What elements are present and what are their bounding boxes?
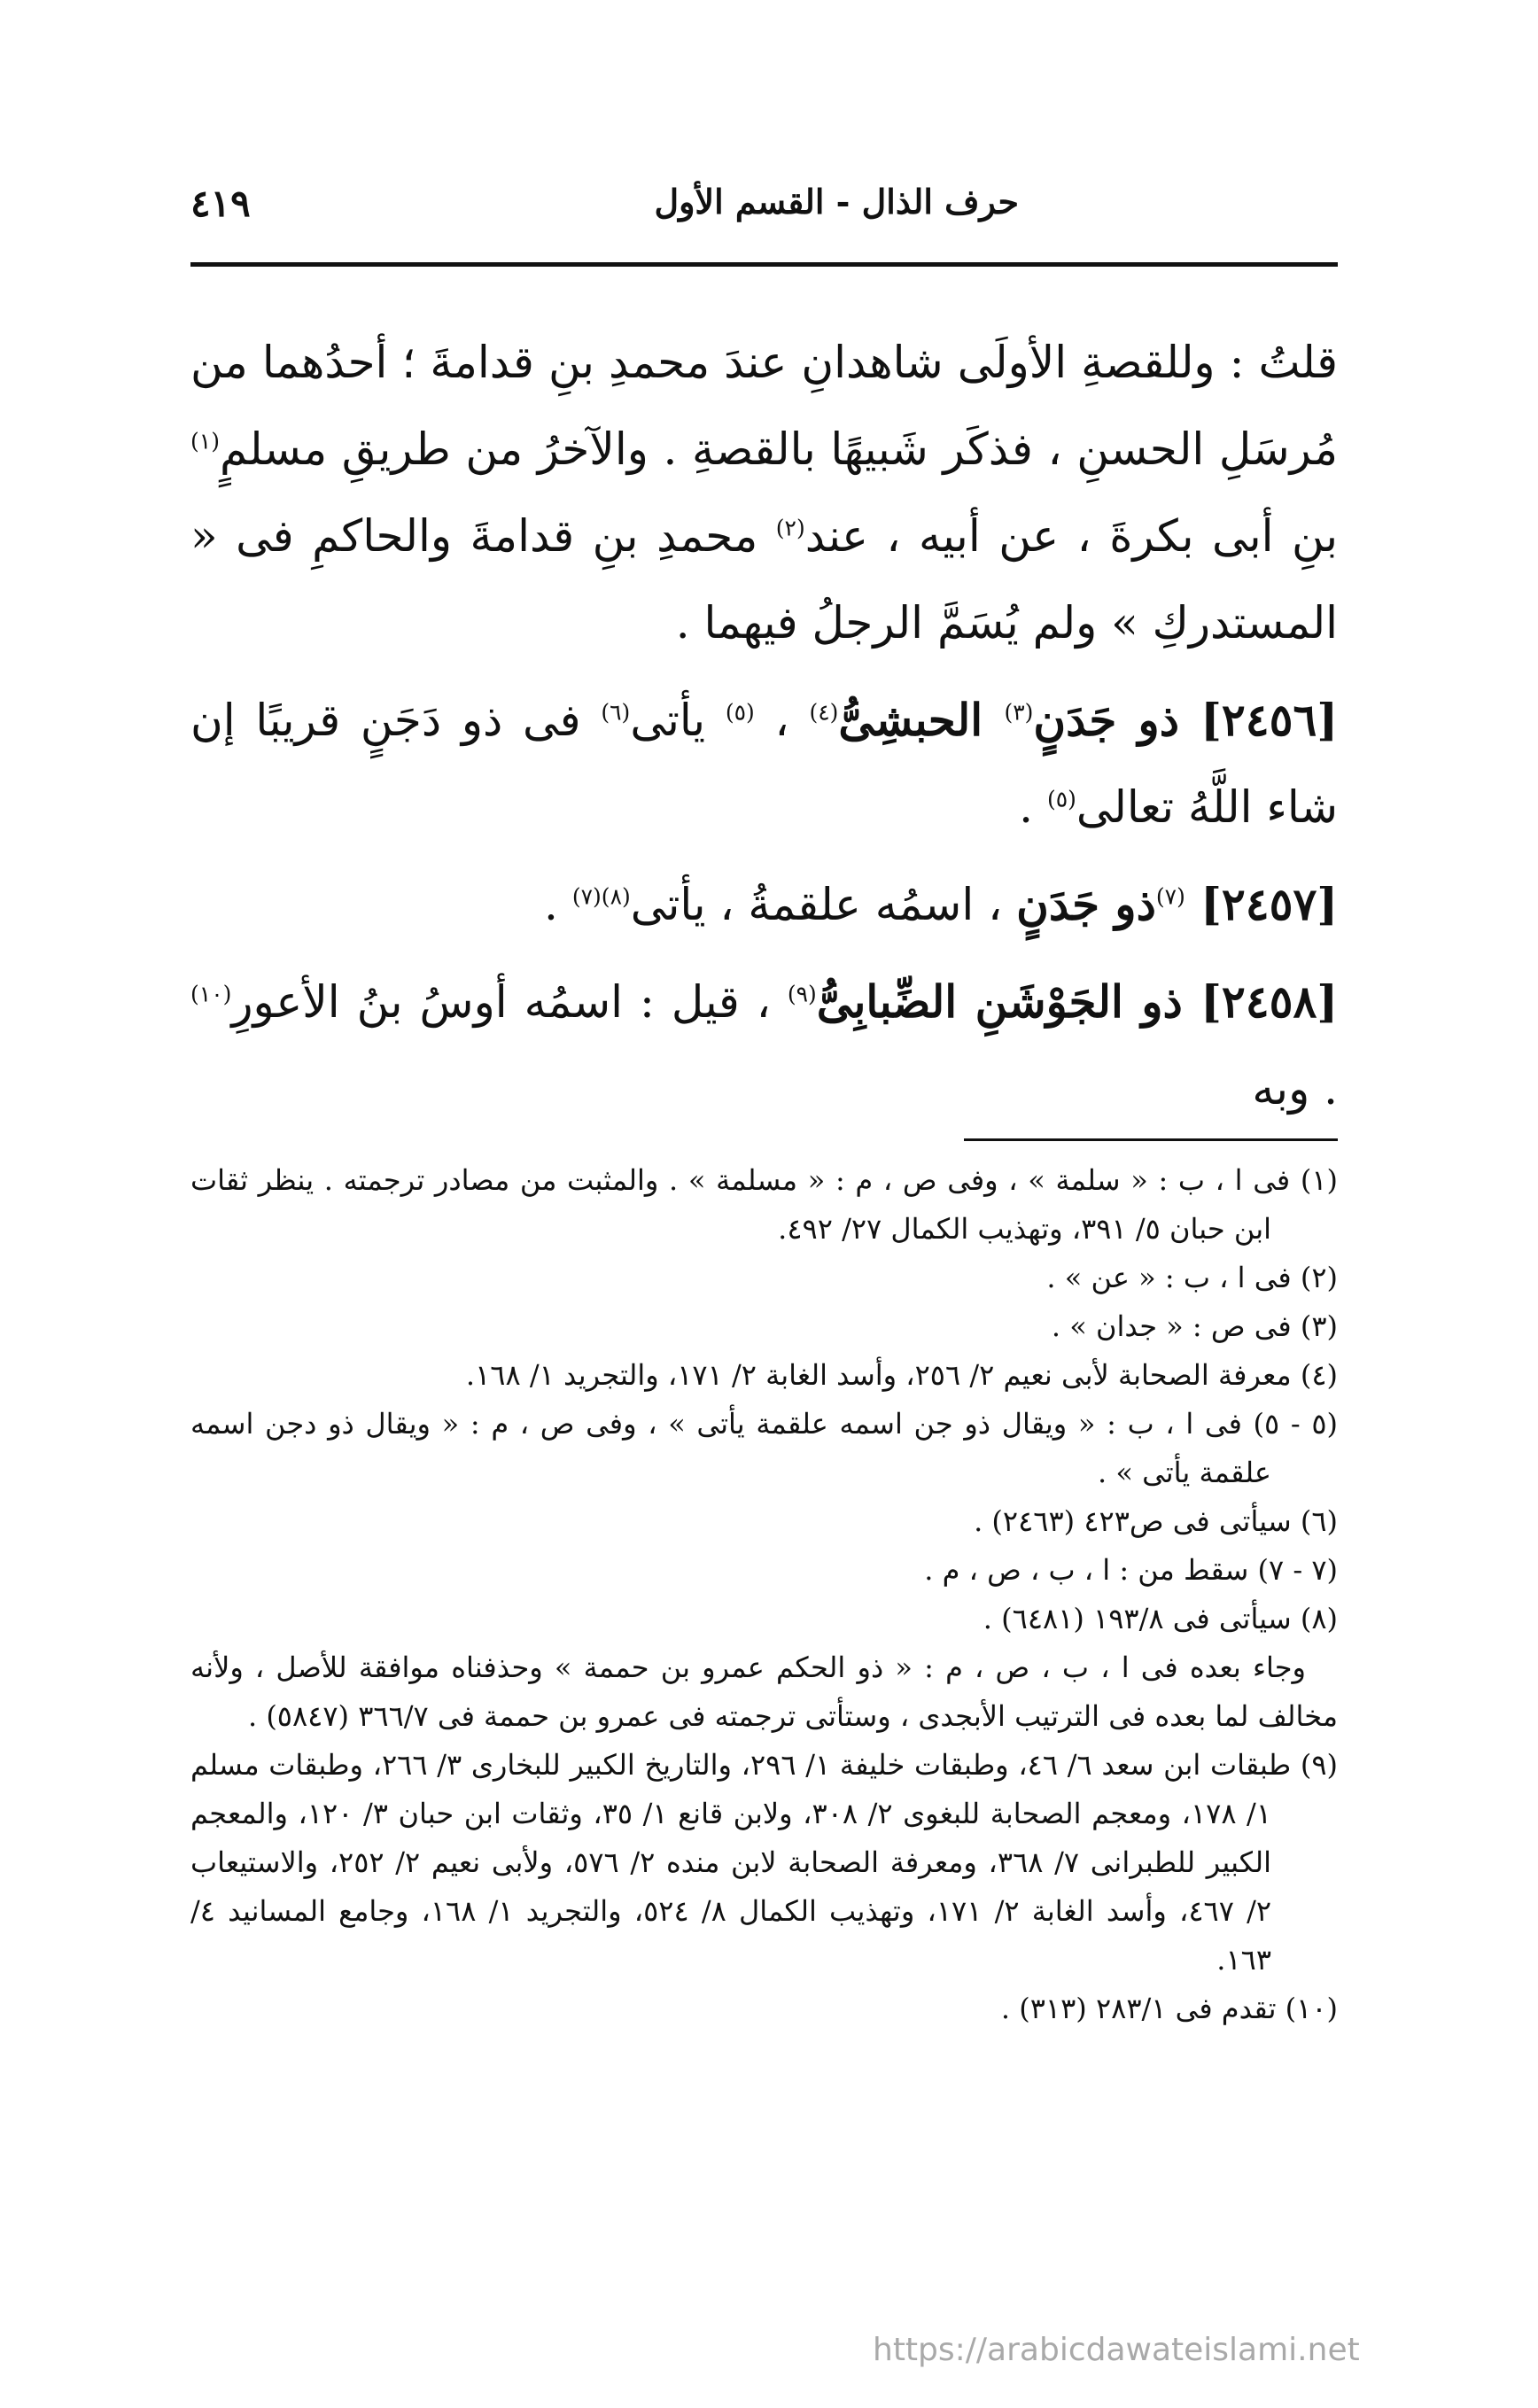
footnote-2: (٢) فى ا ، ب : « عن » .	[1046, 1261, 1338, 1294]
footnote-ref: (٥)	[725, 699, 755, 726]
entry-2458	[190, 959, 1338, 1132]
footnote-3: (٣) فى ص : « جدان » .	[1051, 1309, 1338, 1343]
entry-heading: [٢٤٥٧]	[1185, 878, 1338, 930]
entry-text: . وبه	[1252, 1063, 1338, 1115]
entry-2456	[190, 677, 1338, 851]
paragraph-text: قلتُ : وللقصةِ الأولَى شاهدانِ عندَ محمدِ بنِ قدامةَ ؛ أحدُهما من مُرسَلِ الحسنِ ، فذكَر شَبيهًا بالقصةِ . والآخرُ من طريقِ مسلمٍ	[190, 337, 1338, 475]
running-title: حرف الذال - القسم الأول	[654, 182, 1019, 221]
entry-text: ، اسمُه علقمةُ ، يأتى	[630, 879, 1017, 930]
footnotes	[190, 1156, 1338, 2033]
footnote-10: (١٠) تقدم فى ٢٨٣/١ (٣١٣) .	[1000, 1992, 1338, 2025]
footnote-ref: (٤)	[809, 699, 839, 726]
footnote-separator	[964, 1138, 1338, 1141]
page-header	[190, 182, 1338, 235]
entry-text: ،	[754, 695, 810, 746]
footnote-ref: (٢)	[775, 515, 805, 541]
entry-2457	[190, 861, 1338, 948]
main-text	[190, 319, 1338, 1132]
entry-text: يأتى	[630, 695, 726, 746]
footnote-ref: (٧)	[1155, 883, 1185, 910]
page-number: ٤١٩	[190, 182, 251, 225]
footnote-4: (٤) معرفة الصحابة لأبى نعيم ٢/ ٢٥٦، وأسد الغابة ٢/ ١٧١، والتجريد ١/ ١٦٨.	[465, 1358, 1338, 1392]
header-rule	[190, 262, 1338, 267]
paragraph-text: محمدِ بنِ قدامةَ والحاكمِ فى « المستدركِ » ولم يُسَمَّ الرجلُ فيهما .	[190, 510, 1338, 649]
entry-text: فى ذو دَجَنٍ قريبًا إن شاء اللَّهُ تعالى	[190, 695, 1338, 833]
footnote-ref: (٩)	[787, 981, 817, 1007]
footnote-ref: (٥)	[1046, 786, 1076, 812]
entry-text: ، قيل : اسمُه أوسُ بنُ الأعورِ	[231, 976, 788, 1028]
footnote-ref: (١)	[190, 428, 220, 454]
footnote-ref: (١٠)	[190, 981, 232, 1007]
footnote-1: (١) فى ا ، ب : « سلمة » ، وفى ص ، م : « مسلمة » . والمثبت من مصادر ترجمته . ينظر ثقات ابن حبان ٥/ ٣٩١، وتهذيب الكمال ٢٧/ ٤٩٢.	[190, 1163, 1338, 1246]
footnote-ref: (٦)	[601, 699, 631, 726]
footnote-9: (٩) طبقات ابن سعد ٦/ ٤٦، وطبقات خليفة ١/ ٢٩٦، والتاريخ الكبير للبخارى ٣/ ٢٦٦، وطبقات مسلم ١/ ١٧٨، ومعجم الصحابة للبغوى ٢/ ٣٠٨، ولابن قانع ١/ ٣٥، وثقات ابن حبان ٣/ ١٢٠، والمعجم الكبير للطبرانى ٧/ ٣٦٨، ومعرفة الصحابة لابن منده ٢/ ٥٧٦، ولأبى نعيم ٢/ ٢٥٢، والاستيعاب ٢/ ٤٦٧، وأسد الغابة ٢/ ١٧١، وتهذيب الكمال ٨/ ٥٢٤، والتجريد ١/ ١٦٨، وجامع المسانيد ٤/ ١٦٣.	[190, 1748, 1339, 1977]
footnote-ref: (٣)	[1004, 699, 1034, 726]
entry-heading: [٢٤٥٨] ذو الجَوْشَنِ الضِّبابِىُّ	[816, 975, 1338, 1028]
entry-heading: ذو جَدَنٍ	[1016, 878, 1156, 930]
entry-heading: الحبشِىُّ	[838, 694, 1005, 746]
footnote-5: (٥ - ٥) فى ا ، ب : « ويقال ذو جن اسمه علقمة يأتى » ، وفى ص ، م : « ويقال ذو دجن اسمه علقمة يأتى » .	[190, 1407, 1339, 1489]
footnote-7: (٧ - ٧) سقط من : ا ، ب ، ص ، م .	[924, 1553, 1338, 1587]
entry-heading: [٢٤٥٦] ذو جَدَنٍ	[1033, 694, 1338, 746]
footnote-ref: (٨)(٧)	[571, 883, 631, 910]
entry-text: .	[1019, 781, 1047, 833]
footnote-6: (٦) سيأتى فى ص٤٢٣ (٢٤٦٣) .	[974, 1504, 1338, 1538]
paragraph-text: بنِ أبى بكرةَ ، عن أبيه ، عند	[804, 510, 1338, 562]
commentary-paragraph	[190, 319, 1338, 666]
footnote-8-continuation: وجاء بعده فى ا ، ب ، ص ، م : « ذو الحكم عمرو بن حممة » وحذفناه موافقة للأصل ، ولأنه مخالف لما بعده فى الترتيب الأبجدى ، وستأتى ترجمته فى عمرو بن حممة فى ٣٦٦/٧ (٥٨٤٧) .	[190, 1651, 1338, 1733]
footnote-8: (٨) سيأتى فى ١٩٣/٨ (٦٤٨١) .	[983, 1602, 1338, 1635]
entry-text: .	[544, 879, 572, 930]
watermark-url: https://arabicdawateislami.net	[873, 2332, 1360, 2368]
